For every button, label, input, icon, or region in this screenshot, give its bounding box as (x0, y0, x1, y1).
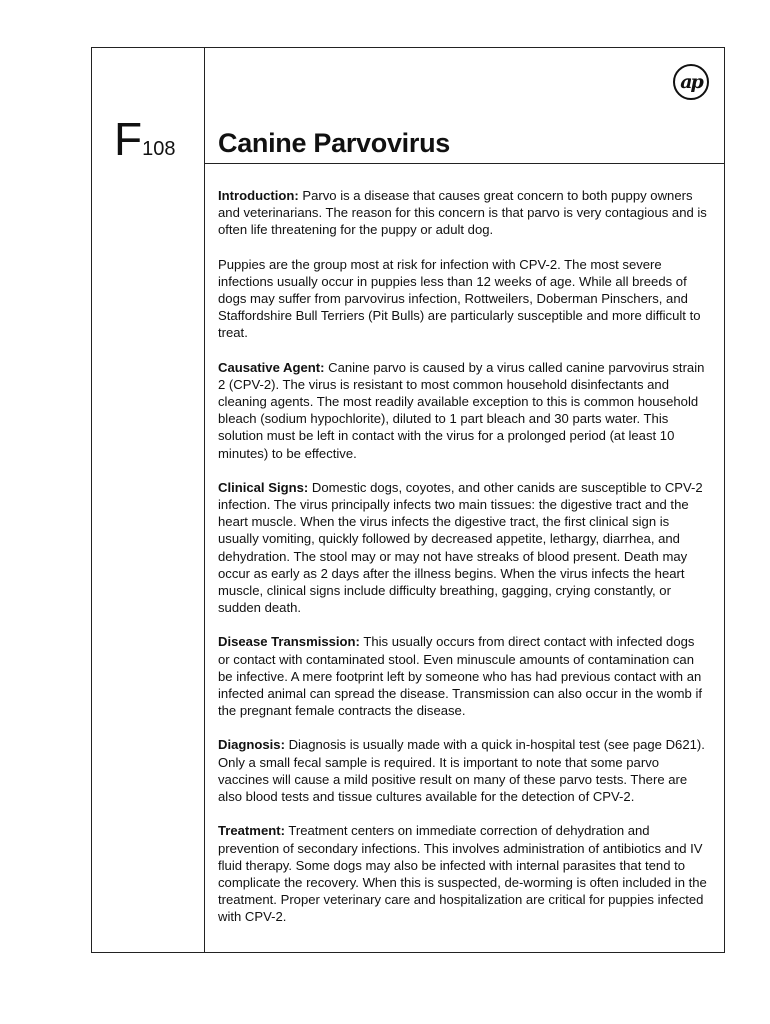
publisher-logo-icon (673, 64, 709, 100)
paragraph-text: Puppies are the group most at risk for infection with CPV-2. The most severe infections usually occur in puppies less than 12 weeks of age. While all breeds of dogs may suffer from parvovirus infection, Rottweilers, Doberman Pinschers, and Staffordshire Bull Terriers (Pit Bulls) are particularly susceptible and more difficult to treat. (218, 256, 701, 341)
document-frame (91, 47, 725, 953)
paragraph-text: Domestic dogs, coyotes, and other canids are susceptible to CPV-2 infection. The virus principally infects two main tissues: the digestive tract and the heart muscle. When the virus infects the digestive tract, the first clinical sign is usually vomiting, quickly followed by decreased appetite, lethargy, diarrhea, and dehydration. The stool may or may not have streaks of blood present. Death may occur as early as 2 days after the illness begins. When the virus infects the heart muscle, clinical signs include difficulty breathing, gagging, crying constantly, or sudden death. (218, 479, 703, 616)
logo-text: ap (680, 71, 702, 93)
paragraph-text: Diagnosis is usually made with a quick in-hospital test (see page D621). Only a small fecal sample is required. It is important to note that some parvo vaccines will cause a mild positive result on many of these parvo tests. There are also blood tests and tissue cultures available for the detection of CPV-2. (218, 737, 705, 805)
section-code (114, 113, 176, 165)
paragraph-label: Treatment: (218, 823, 285, 839)
paragraph-text: Treatment centers on immediate correction of dehydration and prevention of secondary infections. This involves administration of antibiotics and IV fluid therapy. Some dogs may also be infected with internal parasites that tend to complicate the recovery. When this is suspected, de-worming is often included in the treatment. Proper veterinary care and hospitalization are critical for puppies infected with CPV-2. (218, 823, 707, 925)
paragraph-label: Disease Transmission: (218, 634, 360, 650)
paragraph-causative-agent (218, 359, 708, 462)
paragraph-label: Causative Agent: (218, 359, 325, 375)
paragraph-label: Introduction: (218, 188, 299, 203)
paragraph-diagnosis (218, 736, 708, 805)
paragraph-text: Parvo is a disease that causes great concern to both puppy owners and veterinarians. The reason for this concern is that parvo is very contagious and is often life threatening for the puppy or adult dog. (218, 188, 707, 238)
paragraph-label: Clinical Signs: (218, 479, 309, 495)
paragraph-introduction (218, 187, 708, 239)
page-title: Canine Parvovirus (218, 128, 450, 158)
paragraph-text: Canine parvo is caused by a virus called canine parvovirus strain 2 (CPV-2). The virus is resistant to most common household disinfectants and cleaning agents. The most readily available exception to this is common household bleach (sodium hypochlorite), diluted to 1 part bleach and 30 parts water. This solution must be left in contact with the virus for a prolonged period (at least 10 minutes) to be effective. (218, 359, 705, 461)
section-number: 108 (142, 138, 176, 160)
paragraph-clinical-signs (218, 479, 708, 617)
article-body (218, 187, 708, 926)
column-divider (204, 48, 205, 952)
paragraph-disease-transmission (218, 633, 708, 719)
section-letter: F (114, 113, 142, 165)
paragraph-treatment (218, 822, 708, 925)
paragraph-label: Diagnosis: (218, 737, 285, 753)
paragraph-text: This usually occurs from direct contact with infected dogs or contact with contaminated stool. Even minuscule amounts of contamination can be infective. A mere footprint left by someone who has had previous contact with an infected animal can spread the disease. Transmission can also occur in the womb if the pregnant female contracts the disease. (218, 634, 702, 719)
paragraph-risk-group (218, 256, 708, 342)
title-rule (205, 163, 724, 164)
